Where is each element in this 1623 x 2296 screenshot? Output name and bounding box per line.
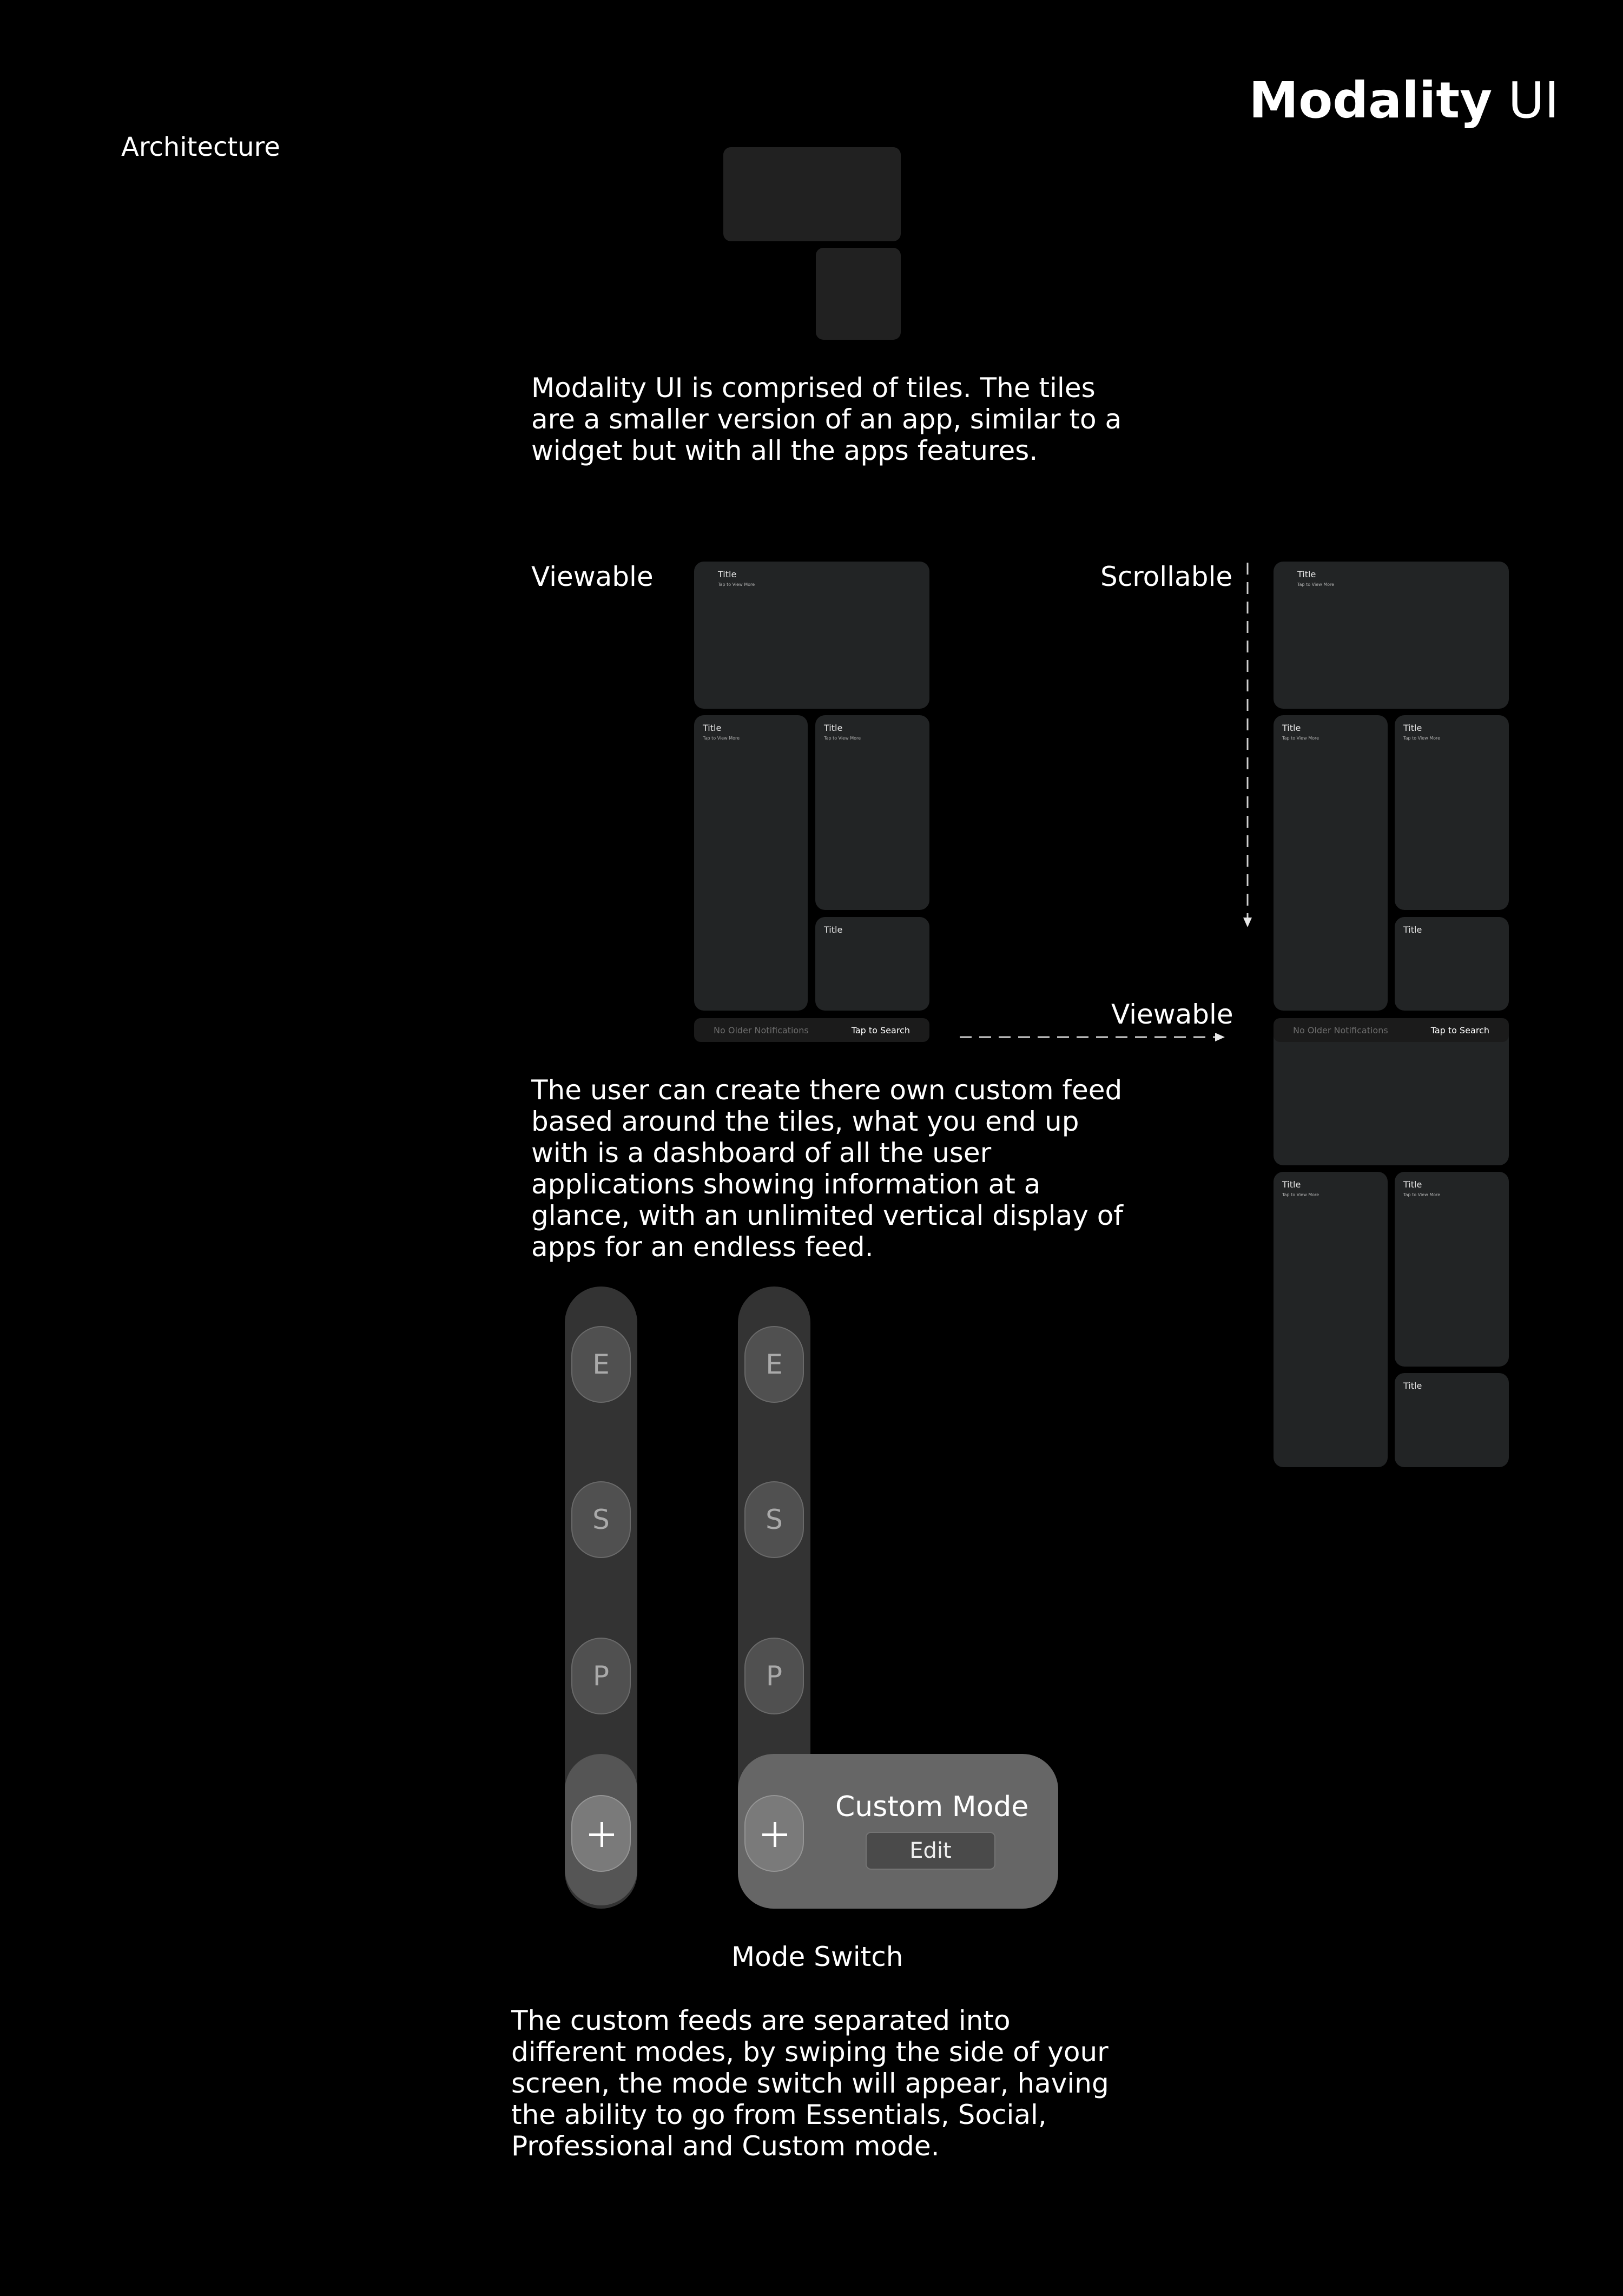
tile-subtitle: Tap to View More xyxy=(824,736,861,741)
tile-title: Title xyxy=(718,569,737,579)
brand-bold: Modality xyxy=(1249,71,1493,129)
tile-title: Title xyxy=(1403,1381,1422,1391)
scrollable-label: Scrollable xyxy=(1100,561,1233,592)
tile[interactable] xyxy=(694,562,929,709)
search-button[interactable]: Tap to Search xyxy=(1430,1025,1489,1035)
arrow-right-icon xyxy=(958,1031,1226,1044)
tile-subtitle: Tap to View More xyxy=(1297,582,1335,587)
tile-title: Title xyxy=(1403,925,1422,935)
search-button[interactable]: Tap to Search xyxy=(851,1025,910,1035)
tile-title: Title xyxy=(1282,723,1301,733)
mode-essentials-button[interactable]: E xyxy=(571,1326,631,1403)
tile[interactable] xyxy=(694,715,808,1011)
tile[interactable] xyxy=(815,917,929,1011)
notifications-text: No Older Notifications xyxy=(1293,1025,1388,1035)
arrow-down-icon xyxy=(1241,562,1254,929)
tile-title: Title xyxy=(1403,1179,1422,1190)
tile[interactable] xyxy=(815,715,929,910)
search-bar[interactable] xyxy=(694,1018,929,1042)
intro-paragraph: Modality UI is comprised of tiles. The tiles are a smaller version of an app, similar to a widget but with all the apps features. xyxy=(531,372,1122,466)
add-mode-button[interactable] xyxy=(744,1795,804,1872)
viewable-label: Viewable xyxy=(531,561,654,592)
feed-paragraph: The user can create there own custom feed based around the tiles, what you end up with is a dashboard of all the user applications showing information at a glance, with an unlimited vertical display of apps for an endless feed. xyxy=(531,1074,1123,1263)
brand-light: UI xyxy=(1508,71,1559,129)
tile-subtitle: Tap to View More xyxy=(1403,1192,1441,1197)
mode-professional-button[interactable]: P xyxy=(571,1638,631,1714)
tile-title: Title xyxy=(1297,569,1316,579)
mode-social-button[interactable]: S xyxy=(571,1481,631,1558)
search-bar[interactable] xyxy=(1274,1018,1509,1042)
mode-professional-button[interactable]: P xyxy=(744,1638,804,1714)
tile-subtitle: Tap to View More xyxy=(1403,736,1441,741)
tile[interactable] xyxy=(1395,715,1509,910)
notifications-text: No Older Notifications xyxy=(714,1025,809,1035)
brand-title xyxy=(1249,71,1559,129)
tile-title: Title xyxy=(824,925,843,935)
mode-social-button[interactable]: S xyxy=(744,1481,804,1558)
tile[interactable] xyxy=(1274,715,1388,1011)
tile[interactable] xyxy=(1274,1172,1388,1467)
tile-title: Title xyxy=(703,723,722,733)
tile-subtitle: Tap to View More xyxy=(1282,1192,1319,1197)
tile-title: Title xyxy=(824,723,843,733)
section-label: Architecture xyxy=(121,132,280,162)
hero-tile-small xyxy=(816,248,901,340)
hero-tile-wide xyxy=(723,147,901,241)
tile-subtitle: Tap to View More xyxy=(718,582,755,587)
edit-button[interactable]: Edit xyxy=(866,1832,995,1870)
custom-mode-title: Custom Mode xyxy=(835,1791,1029,1823)
tile[interactable] xyxy=(1395,917,1509,1011)
mode-switch-caption: Mode Switch xyxy=(731,1941,903,1972)
add-mode-button[interactable] xyxy=(571,1795,631,1872)
tile-title: Title xyxy=(1282,1179,1301,1190)
mode-essentials-button[interactable]: E xyxy=(744,1326,804,1403)
tile-title: Title xyxy=(1403,723,1422,733)
tile[interactable] xyxy=(1395,1373,1509,1467)
tile[interactable] xyxy=(1395,1172,1509,1367)
tile[interactable] xyxy=(1274,562,1509,709)
modes-paragraph: The custom feeds are separated into different modes, by swiping the side of your screen, the mode switch will appear, having the ability to go from Essentials, Social, Professional and Custom mode. xyxy=(511,2005,1109,2162)
tile-subtitle: Tap to View More xyxy=(703,736,740,741)
viewable-arrow-label: Viewable xyxy=(1111,999,1233,1030)
tile-subtitle: Tap to View More xyxy=(1282,736,1319,741)
